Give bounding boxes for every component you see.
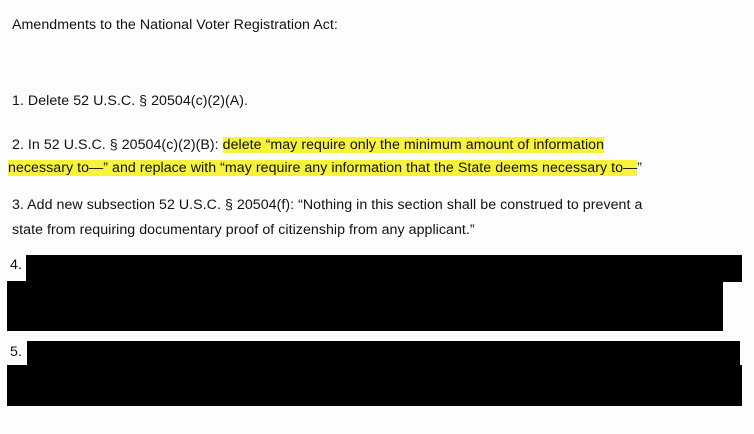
redaction-bar bbox=[7, 365, 742, 406]
amendment-item-2-line-end: ” bbox=[637, 160, 643, 176]
amendment-item-5-number: 5. bbox=[10, 344, 22, 360]
redaction-bar bbox=[27, 341, 740, 366]
document-heading: Amendments to the National Voter Registration Act: bbox=[12, 17, 338, 33]
amendment-item-2-line-2 bbox=[8, 160, 642, 176]
amendment-item-4-number: 4. bbox=[10, 257, 22, 273]
redaction-bar bbox=[26, 255, 742, 282]
amendment-item-1: 1. Delete 52 U.S.C. § 20504(c)(2)(A). bbox=[12, 93, 249, 109]
amendment-item-2-line-1 bbox=[12, 137, 604, 153]
amendment-item-2-prefix: 2. In 52 U.S.C. § 20504(c)(2)(B): bbox=[12, 137, 223, 153]
amendment-item-3-line-1: 3. Add new subsection 52 U.S.C. § 20504(f): “Nothing in this section shall be construed to prevent a bbox=[12, 197, 643, 213]
highlighted-text-line-2: necessary to—” and replace with “may require any information that the State deems necessary to— bbox=[8, 160, 638, 176]
highlighted-text-line-1: delete “may require only the minimum amount of information bbox=[222, 137, 605, 153]
redaction-bar bbox=[7, 281, 723, 331]
amendment-item-3-line-2: state from requiring documentary proof of citizenship from any applicant.” bbox=[12, 222, 475, 238]
